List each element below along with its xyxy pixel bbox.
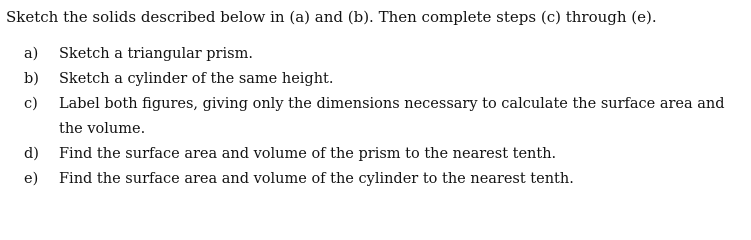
step-text: Sketch a triangular prism. [59,46,253,62]
step-marker: e) [24,171,39,187]
step-b [24,67,748,92]
step-text: Find the surface area and volume of the cylinder to the nearest tenth. [59,171,574,187]
step-c [24,92,748,142]
step-marker: a) [24,46,39,62]
instructions-intro: Sketch the solids described below in (a) and (b). Then complete steps (c) through (e). [6,8,657,26]
step-a [24,42,748,67]
step-text: Label both figures, giving only the dimensions necessary to calculate the surface area and the volume. [59,96,725,137]
step-marker: d) [24,146,39,162]
step-text: Sketch a cylinder of the same height. [59,71,334,87]
step-marker: b) [24,71,39,87]
step-text: Find the surface area and volume of the prism to the nearest tenth. [59,146,557,162]
step-marker: c) [24,96,38,112]
step-e [24,167,748,192]
steps-list [24,42,748,192]
step-d [24,142,748,167]
